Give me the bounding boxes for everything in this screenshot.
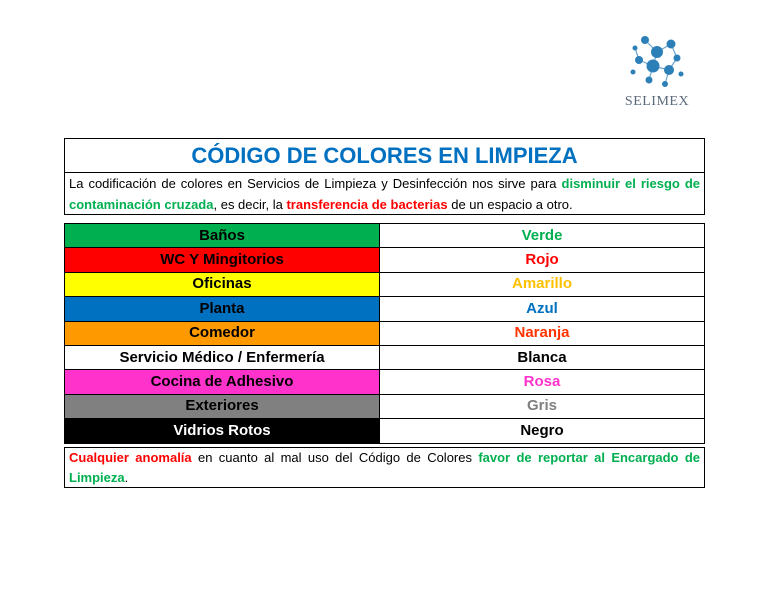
table-row [65, 321, 705, 345]
header-box [64, 138, 705, 215]
color-name-cell: Amarillo [380, 272, 705, 296]
area-cell: Exteriores [65, 394, 380, 418]
table-row [65, 370, 705, 394]
area-cell: Cocina de Adhesivo [65, 370, 380, 394]
area-cell: Comedor [65, 321, 380, 345]
table-row [65, 297, 705, 321]
footer-text: en cuanto al mal uso del Código de Colores [191, 450, 479, 465]
company-logo [612, 30, 702, 120]
description-text: de un espacio a otro. [447, 197, 573, 212]
color-name-cell: Gris [380, 394, 705, 418]
area-cell: Baños [65, 224, 380, 248]
description-highlight-green: disminuir el riesgo de contaminación cruzada [69, 176, 700, 212]
table-row [65, 272, 705, 296]
description-text: , es decir, la [213, 197, 287, 212]
area-cell: Oficinas [65, 272, 380, 296]
description [65, 173, 704, 215]
color-name-cell: Azul [380, 297, 705, 321]
footer-highlight-green: favor de reportar al Encargado de Limpieza [69, 450, 701, 485]
page-title: CÓDIGO DE COLORES EN LIMPIEZA [65, 139, 704, 173]
area-cell: Servicio Médico / Enfermería [65, 345, 380, 369]
table-row [65, 224, 705, 248]
color-code-table [64, 223, 705, 444]
area-cell: Planta [65, 297, 380, 321]
area-cell: WC Y Mingitorios [65, 248, 380, 272]
table-row [65, 394, 705, 418]
footer-text: . [124, 470, 129, 485]
color-name-cell: Negro [380, 419, 705, 443]
color-name-cell: Blanca [380, 345, 705, 369]
description-highlight-red: transferencia de bacterias [286, 197, 448, 212]
footer-note [64, 447, 705, 488]
table-row [65, 248, 705, 272]
molecule-logo-icon [625, 30, 689, 92]
table-row [65, 419, 705, 443]
logo-text: SELIMEX [624, 94, 690, 109]
footer-highlight-red: Cualquier anomalía [69, 450, 192, 465]
table-row [65, 345, 705, 369]
description-text: La codificación de colores en Servicios de Limpieza y Desinfección nos sirve para [69, 176, 562, 191]
color-name-cell: Naranja [380, 321, 705, 345]
color-name-cell: Rojo [380, 248, 705, 272]
color-name-cell: Verde [380, 224, 705, 248]
color-name-cell: Rosa [380, 370, 705, 394]
area-cell: Vidrios Rotos [65, 419, 380, 443]
